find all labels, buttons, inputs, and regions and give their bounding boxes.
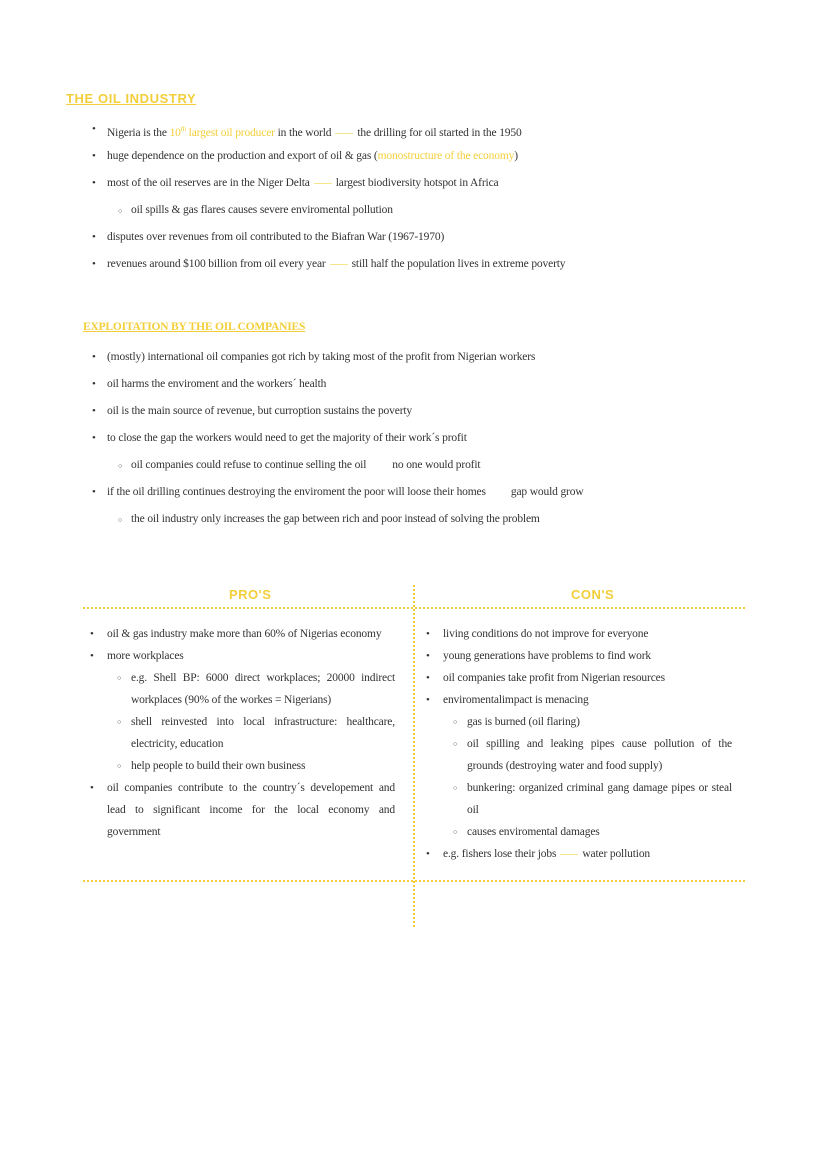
con-sub-item: ○ oil spilling and leaking pipes cause pollution of the grounds (destroying water and food supply) xyxy=(420,733,732,777)
arrow-icon xyxy=(314,183,332,184)
con-item: • enviromentalimpact is menacing xyxy=(420,689,732,711)
cons-cell xyxy=(420,623,732,865)
text: largest biodiversity hotspot in Africa xyxy=(335,177,499,189)
pro-item: • more workplaces xyxy=(84,645,395,667)
con-sub-item: ○ causes enviromental damages xyxy=(420,821,732,843)
arrow-icon xyxy=(335,133,353,134)
pro-sub-item: ○ help people to build their own business xyxy=(84,755,395,777)
text: no one would profit xyxy=(392,459,481,471)
list-item: • oil harms the enviroment and the workers´ health xyxy=(107,377,326,391)
con-item: • young generations have problems to find work xyxy=(420,645,732,667)
arrow-icon xyxy=(370,465,388,466)
text: huge dependence on the production and export of oil & gas ( xyxy=(107,150,378,162)
con-item: • living conditions do not improve for everyone xyxy=(420,623,732,645)
pros-header: PRO'S xyxy=(229,587,272,602)
text: oil companies could refuse to continue selling the oil xyxy=(131,459,367,471)
table-column-divider xyxy=(413,585,415,927)
text: still half the population lives in extreme poverty xyxy=(351,258,566,270)
pro-sub-item: ○ e.g. Shell BP: 6000 direct workplaces; 20000 indirect workplaces (90% of the workes = Nigerians) xyxy=(84,667,395,711)
section-title-oil-industry: THE OIL INDUSTRY xyxy=(66,91,197,106)
text: most of the oil reserves are in the Niger Delta xyxy=(107,177,310,189)
list-item xyxy=(107,485,583,499)
text: the drilling for oil started in the 1950 xyxy=(357,126,522,139)
arrow-icon xyxy=(490,492,507,493)
list-item xyxy=(107,149,518,163)
text: Nigeria is the xyxy=(107,126,170,139)
text: revenues around $100 billion from oil every year xyxy=(107,258,326,270)
list-item: • (mostly) international oil companies got rich by taking most of the profit from Nigerian workers xyxy=(107,350,535,364)
con-sub-item: ○ gas is burned (oil flaring) xyxy=(420,711,732,733)
list-item xyxy=(107,176,499,190)
con-item: • e.g. fishers lose their jobs water pollution xyxy=(420,843,732,865)
list-item: • disputes over revenues from oil contributed to the Biafran War (1967-1970) xyxy=(107,230,444,244)
section-title-exploitation: EXPLOITATION BY THE OIL COMPANIES xyxy=(83,321,306,333)
con-sub-item: ○ bunkering: organized criminal gang damage pipes or steal oil xyxy=(420,777,732,821)
highlight-text: monostructure of the economy xyxy=(377,150,515,162)
list-item xyxy=(107,257,565,271)
arrow-icon xyxy=(330,264,348,265)
pro-item: • oil companies contribute to the country´s developement and lead to significant income for the local economy and government xyxy=(84,777,395,843)
con-item: • oil companies take profit from Nigerian resources xyxy=(420,667,732,689)
sub-list-item: ○ the oil industry only increases the gap between rich and poor instead of solving the problem xyxy=(131,512,540,526)
highlight-text: 10th largest oil producer xyxy=(169,125,275,139)
list-item: • oil is the main source of revenue, but curroption sustains the poverty xyxy=(107,404,412,418)
list-item xyxy=(107,122,522,140)
list-item: • to close the gap the workers would need to get the majority of their work´s profit xyxy=(107,431,467,445)
pro-item: • oil & gas industry make more than 60% of Nigerias economy xyxy=(84,623,395,645)
sub-list-item xyxy=(131,458,480,472)
pros-cell xyxy=(84,623,395,843)
pro-sub-item: ○ shell reinvested into local infrastructure: healthcare, electricity, education xyxy=(84,711,395,755)
arrow-icon xyxy=(560,854,578,855)
text: in the world xyxy=(274,126,332,139)
text: gap would grow xyxy=(510,486,584,498)
sub-list-item: ○ oil spills & gas flares causes severe enviromental pollution xyxy=(131,203,393,217)
text: ) xyxy=(514,150,518,162)
cons-header: CON'S xyxy=(571,587,615,602)
text: if the oil drilling continues destroying the enviroment the poor will loose their homes xyxy=(107,486,486,498)
